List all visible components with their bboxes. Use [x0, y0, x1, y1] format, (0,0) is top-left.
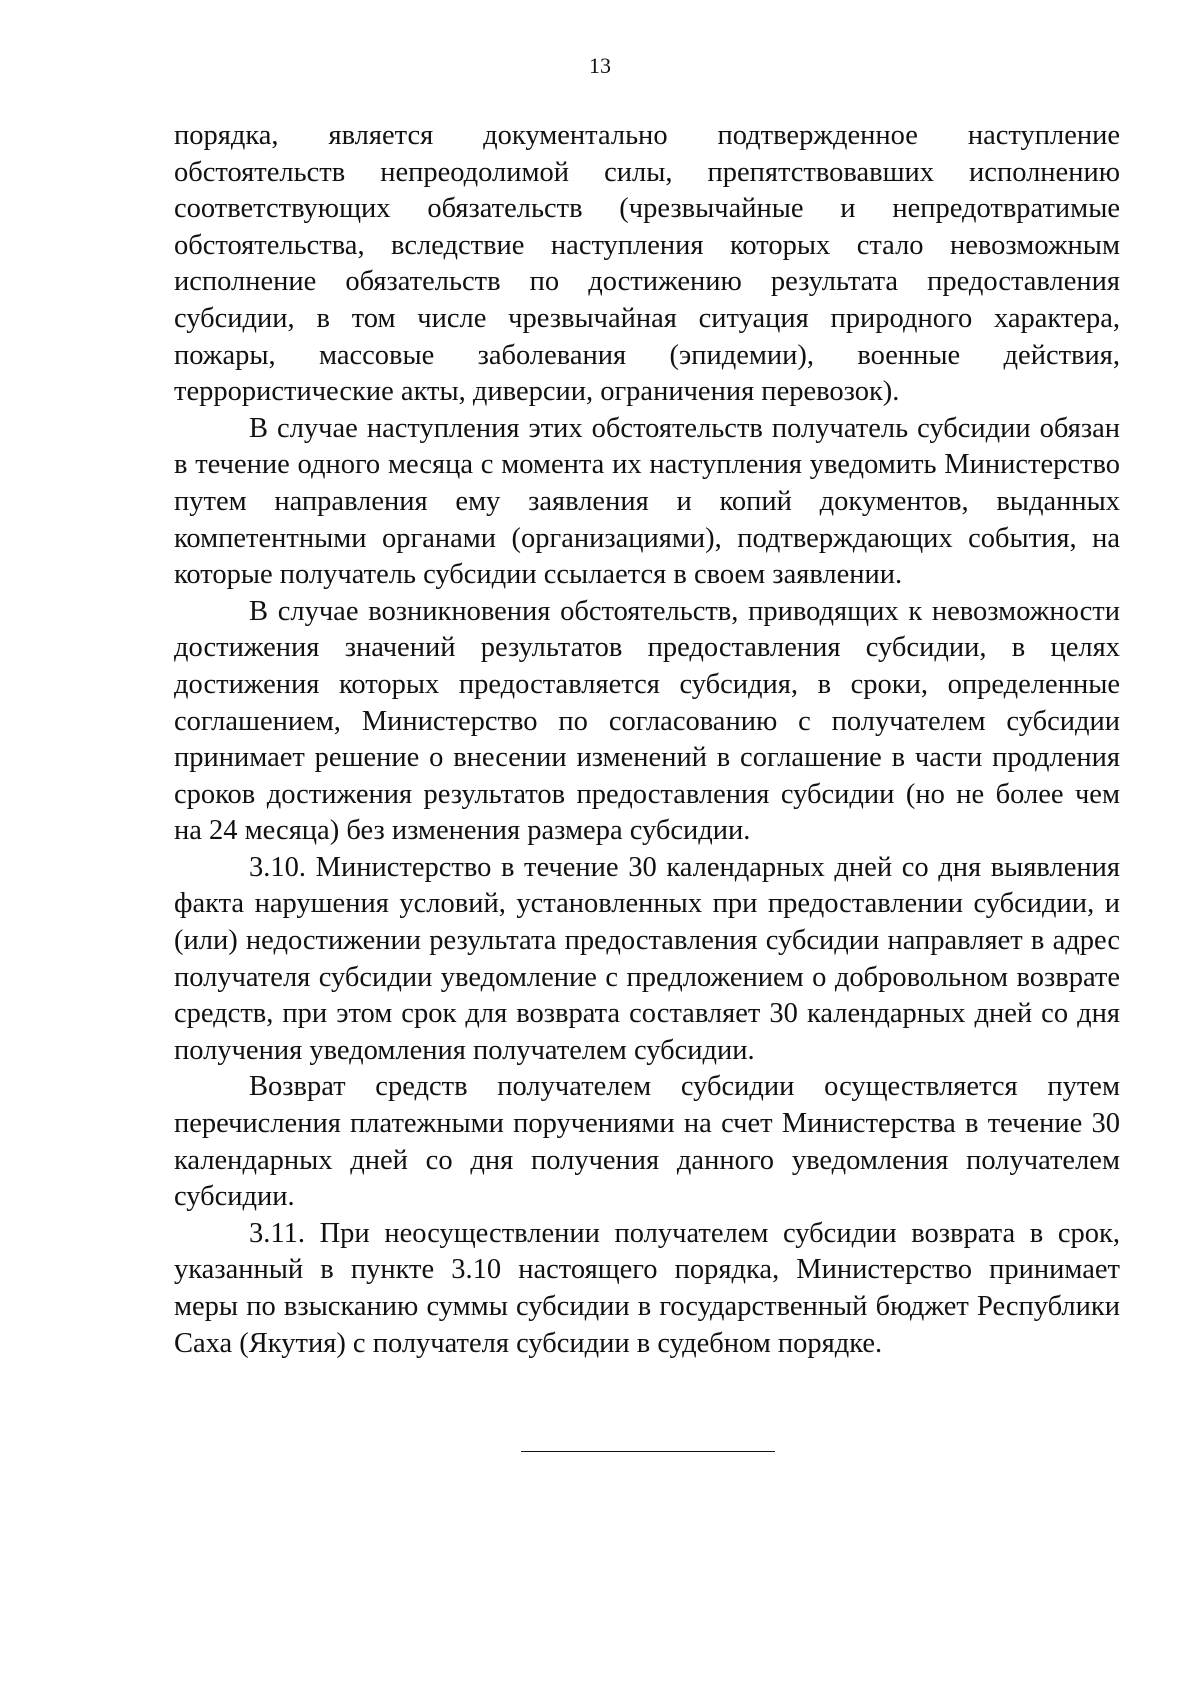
- closing-rule: [521, 1451, 775, 1452]
- page-number: 13: [589, 53, 611, 78]
- paragraph-clause-3-10: 3.10. Министерство в течение 30 календарных дней со дня выявления факта нарушения условий, установленных при предоставлении субсидии, и (или) недостижении результата предоставления субсидии направляет в адрес получателя субсидии уведомление с предложением о добровольном возврате средств, при этом срок для возврата составляет 30 календарных дней со дня получения уведомления получателем субсидии.: [174, 851, 1120, 1066]
- paragraph-continuation: порядка, является документально подтвержденное наступление обстоятельств непреодолимой силы, препятствовавших исполнению соответствующих обязательств (чрезвычайные и непредотвратимые обстоятельства, вследствие наступления которых стало невозможным исполнение обязательств по достижению результата предоставления субсидии, в том числе чрезвычайная ситуация природного характера, пожары, массовые заболевания (эпидемии), военные действия, террористические акты, диверсии, ограничения перевозок).: [174, 120, 1120, 408]
- paragraph-force-majeure-notice: В случае наступления этих обстоятельств получатель субсидии обязан в течение одного месяца с момента их наступления уведомить Министерство путем направления ему заявления и копий документов, выданных компетентными органами (организациями), подтверждающих события, на которые получатель субсидии ссылается в своем заявлении.: [174, 412, 1120, 591]
- document-body: [174, 118, 1120, 1362]
- paragraph-clause-3-11: 3.11. При неосуществлении получателем субсидии возврата в срок, указанный в пункте 3.10 настоящего порядка, Министерство принимает меры по взысканию суммы субсидии в государственный бюджет Республики Саха (Якутия) с получателя субсидии в судебном порядке.: [174, 1217, 1120, 1359]
- paragraph-refund-procedure: Возврат средств получателем субсидии осуществляется путем перечисления платежными поручениями на счет Министерства в течение 30 календарных дней со дня получения данного уведомления получателем субсидии.: [174, 1071, 1120, 1213]
- paragraph-deadline-extension: В случае возникновения обстоятельств, приводящих к невозможности достижения значений результатов предоставления субсидии, в целях достижения которых предоставляется субсидия, в сроки, определенные соглашением, Министерство по согласованию с получателем субсидии принимает решение о внесении изменений в соглашение в части продления сроков достижения результатов предоставления субсидии (но не более чем на 24 месяца) без изменения размера субсидии.: [174, 595, 1120, 847]
